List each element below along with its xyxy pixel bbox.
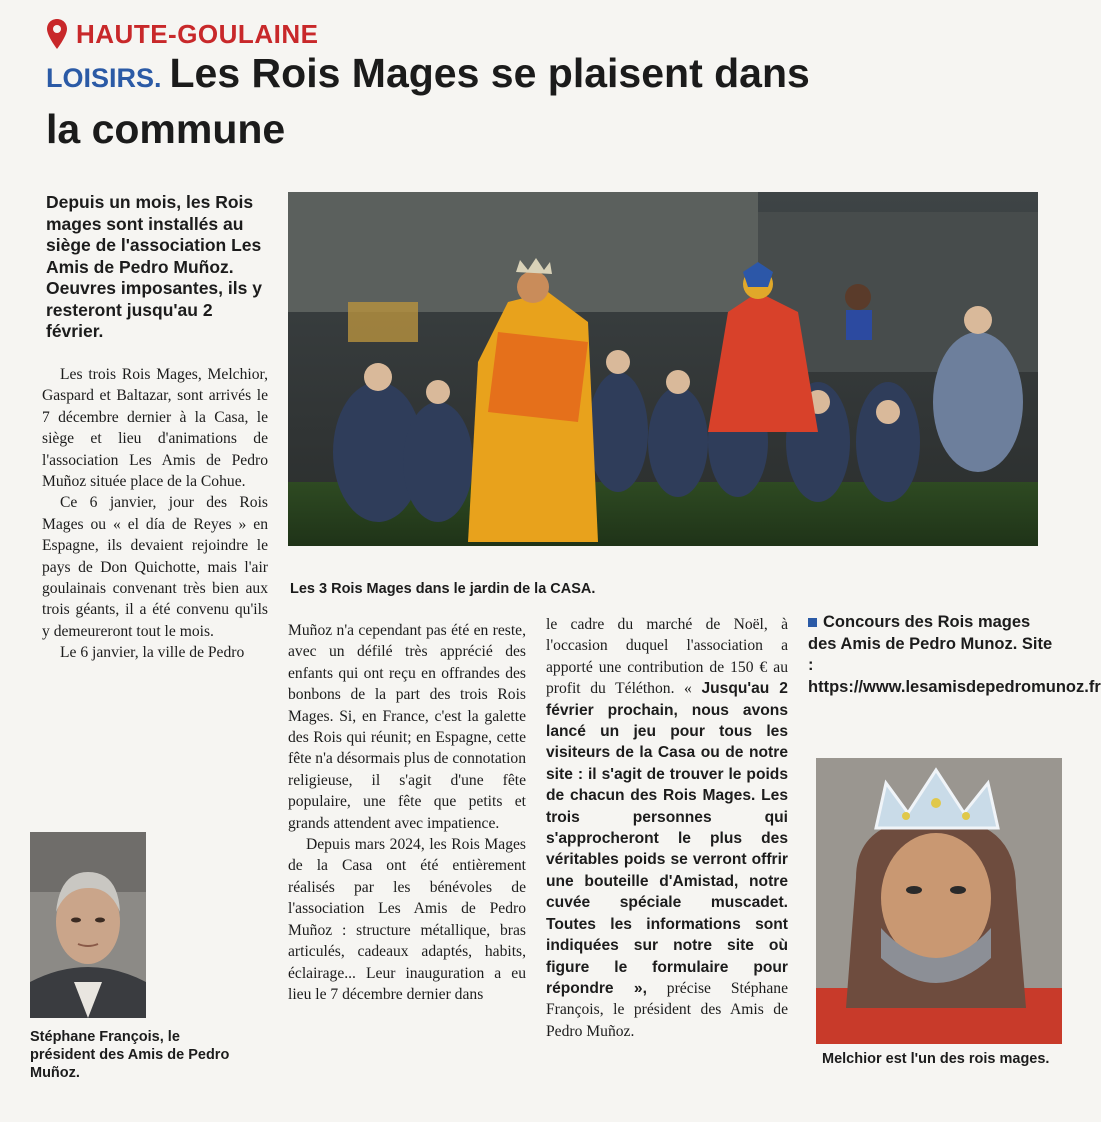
portrait-caption: Stéphane François, le président des Amis de Pedro Muñoz.	[30, 1029, 230, 1081]
square-bullet-icon	[808, 618, 817, 627]
map-pin-icon	[46, 18, 68, 50]
headline	[46, 50, 826, 162]
article-lead: Depuis un mois, les Rois mages sont installés au siège de l'association Les Amis de Pedro Muñoz. Oeuvres imposantes, ils y resteront jusqu'au 2 février.	[46, 192, 262, 341]
main-photo-kings-in-garden	[288, 192, 1038, 546]
locality-name: HAUTE-GOULAINE	[76, 18, 319, 49]
melchior-caption: Melchior est l'un des rois mages.	[822, 1051, 1050, 1067]
article-column-2	[288, 620, 526, 1005]
melchior-photo	[816, 758, 1062, 1044]
main-photo-caption: Les 3 Rois Mages dans le jardin de la CASA.	[290, 581, 596, 597]
article-column-1	[42, 364, 268, 664]
rubric-label: LOISIRS.	[46, 63, 162, 93]
contest-info-text: Concours des Rois mages des Amis de Pedro Munoz. Site : https://www.lesamisdepedromunoz.fr	[808, 613, 1101, 696]
paragraph: Le 6 janvier, la ville de Pedro	[60, 644, 245, 662]
paragraph: Les trois Rois Mages, Melchior, Gaspard et Baltazar, sont arrivés le 7 décembre dernier à la Casa, le siège et lieu d'animations de l'association Les Amis de Pedro Muñoz située place de la Cohue.	[42, 366, 268, 491]
contest-info-box	[808, 612, 1101, 698]
quote-text: Jusqu'au 2 février prochain, nous avons lancé un jeu pour tous les visiteurs de la Casa ou de notre site : il s'agit de trouver le poids de chacun des Rois Mages. Les trois personnes qui s'approcheront le plus des véritables poids se verront offrir une bouteille d'Amistad, notre cuvée spéciale muscadet. Toutes les informations sont indiquées sur notre site où figure le formulaire pour répondre »,	[546, 680, 788, 997]
paragraph: Depuis mars 2024, les Rois Mages de la Casa ont été entièrement réalisés par les bénévoles de l'association Les Amis de Pedro Muñoz : structure métallique, bras articulés, cadeaux adaptés, habits, éclairage... Leur inauguration a eu lieu le 7 décembre dernier dans	[288, 836, 526, 1003]
paragraph-text: précise Stéphane François, le président des Amis de Pedro Muñoz.	[546, 979, 788, 1040]
portrait-photo-stephane-francois	[30, 832, 146, 1018]
paragraph-text: le cadre du marché de Noël, à l'occasion duquel l'association a apporté une contribution de 150 € au profit du Téléthon. «	[546, 616, 788, 698]
headline-text: Les Rois Mages se plaisent dans la commune	[46, 50, 810, 152]
article-column-3	[546, 614, 788, 1042]
paragraph: Ce 6 janvier, jour des Rois Mages ou « el día de Reyes » en Espagne, ils devaient rejoindre le pays de Don Quichotte, mais l'air goulainais convenant très bien aux trois géants, il a été convenu qu'ils y demeureront tout le mois.	[42, 494, 268, 640]
paragraph	[546, 614, 788, 1042]
locality-header	[46, 16, 318, 52]
paragraph: Muñoz n'a cependant pas été en reste, avec un défilé très apprécié des enfants qui ont reçu en offrandes des bonbons de la part des trois Rois Mages. Si, en France, c'est la galette des Rois qui réunit; en Espagne, cette fête n'a désormais plus de connotation religieuse, il s'agit d'une fête populaire, une fête que petits et grands attendent avec impatience.	[288, 622, 526, 832]
